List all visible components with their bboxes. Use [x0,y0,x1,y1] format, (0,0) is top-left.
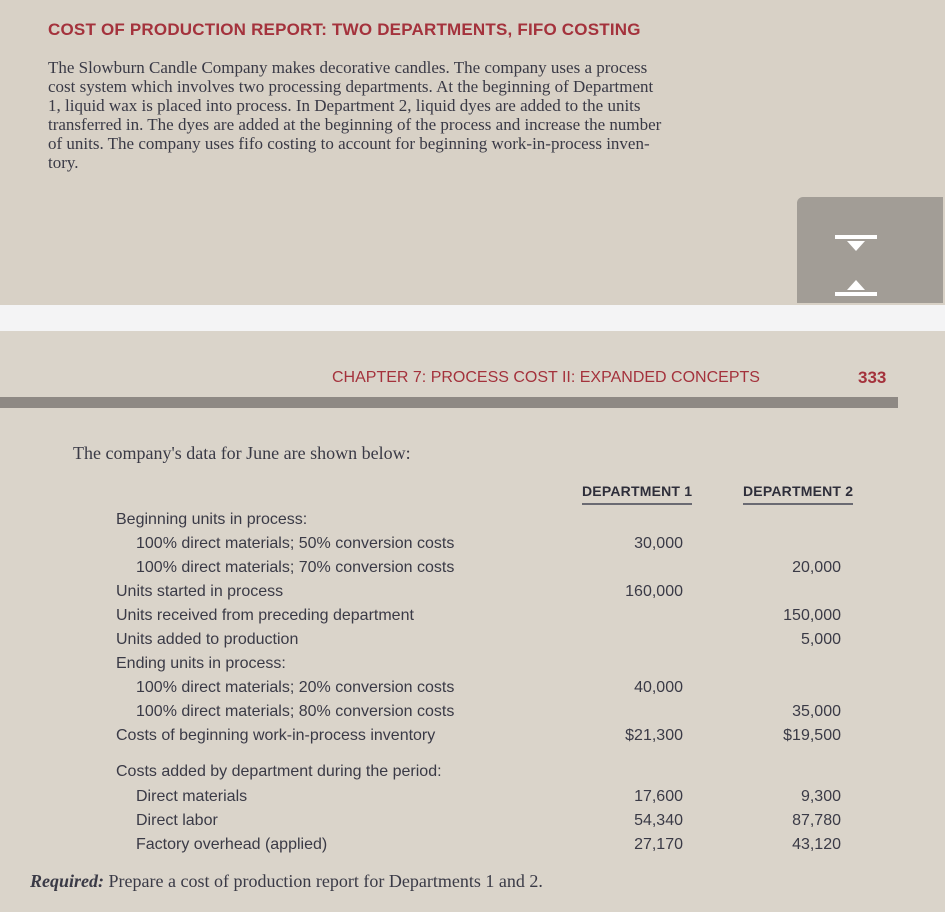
dept2-value: 20,000 [792,559,841,576]
row-label: Units added to production [116,631,299,648]
table-row [0,836,945,860]
table-row [0,679,945,703]
dept1-value: 160,000 [625,583,683,600]
dept2-value: 9,300 [800,788,841,805]
intro-line: 1, liquid wax is placed into process. In Department 2, liquid dyes are added to the units [48,96,641,115]
dept1-value: 40,000 [634,679,683,696]
row-label: Costs added by department during the period: [116,763,442,780]
row-label: Units received from preceding department [116,607,414,624]
table-row [0,788,945,812]
row-label: Costs of beginning work-in-process inventory [116,727,436,744]
row-label: 100% direct materials; 80% conversion costs [136,703,455,720]
row-label: Units started in process [116,583,284,600]
required-label: Required: [30,871,104,891]
row-label: Factory overhead (applied) [136,836,328,853]
table-row [0,703,945,727]
table-row [0,511,945,535]
top-page [0,0,945,305]
dept2-value: 43,120 [792,836,841,853]
dept2-value: 87,780 [792,812,841,829]
nav-bar-top [835,235,877,239]
page-number: 333 [858,368,887,387]
dept1-value: 54,340 [634,812,683,829]
problem-heading: COST OF PRODUCTION REPORT: TWO DEPARTMENTS, FIFO COSTING [48,20,641,39]
table-row [0,631,945,655]
column-header-department-2: DEPARTMENT 2 [743,483,853,505]
dept1-value: 27,170 [634,836,683,853]
required-instruction [30,871,543,892]
bottom-page [0,331,945,912]
dept2-value: 150,000 [783,607,841,624]
dept1-value: 30,000 [634,535,683,552]
intro-line: tory. [48,153,79,172]
nav-bar-bottom [835,292,877,296]
intro-line: of units. The company uses fifo costing to account for beginning work-in-process inven- [48,134,650,153]
dept1-value: $21,300 [625,727,683,744]
chapter-title: CHAPTER 7: PROCESS COST II: EXPANDED CONCEPTS [332,369,760,386]
table-row [0,535,945,559]
dept2-value: $19,500 [783,727,841,744]
table-row [0,727,945,751]
intro-line: cost system which involves two processing departments. At the beginning of Department [48,77,654,96]
dept2-value: 35,000 [792,703,841,720]
dept2-value: 5,000 [800,631,841,648]
intro-line: The Slowburn Candle Company makes decorative candles. The company uses a process [48,58,648,77]
header-rule [0,397,898,408]
table-row [0,559,945,583]
skip-up-icon[interactable] [847,280,865,290]
table-row [0,812,945,836]
page-gap [0,305,945,331]
row-label: 100% direct materials; 20% conversion costs [136,679,455,696]
table-row [0,583,945,607]
row-label: Ending units in process: [116,655,286,672]
table-row [0,763,945,787]
page-navigation-widget[interactable] [797,197,943,303]
required-text: Prepare a cost of production report for Departments 1 and 2. [108,871,543,891]
table-row [0,655,945,679]
row-label: Direct labor [136,812,218,829]
intro-line: transferred in. The dyes are added at the beginning of the process and increase the number [48,115,662,134]
dept1-value: 17,600 [634,788,683,805]
skip-down-icon[interactable] [847,241,865,251]
problem-description [48,58,920,172]
data-intro: The company's data for June are shown below: [73,443,411,463]
row-label: Direct materials [136,788,248,805]
table-row [0,607,945,631]
row-label: 100% direct materials; 50% conversion costs [136,535,455,552]
row-label: 100% direct materials; 70% conversion costs [136,559,455,576]
row-label: Beginning units in process: [116,511,308,528]
column-header-department-1: DEPARTMENT 1 [582,483,692,505]
